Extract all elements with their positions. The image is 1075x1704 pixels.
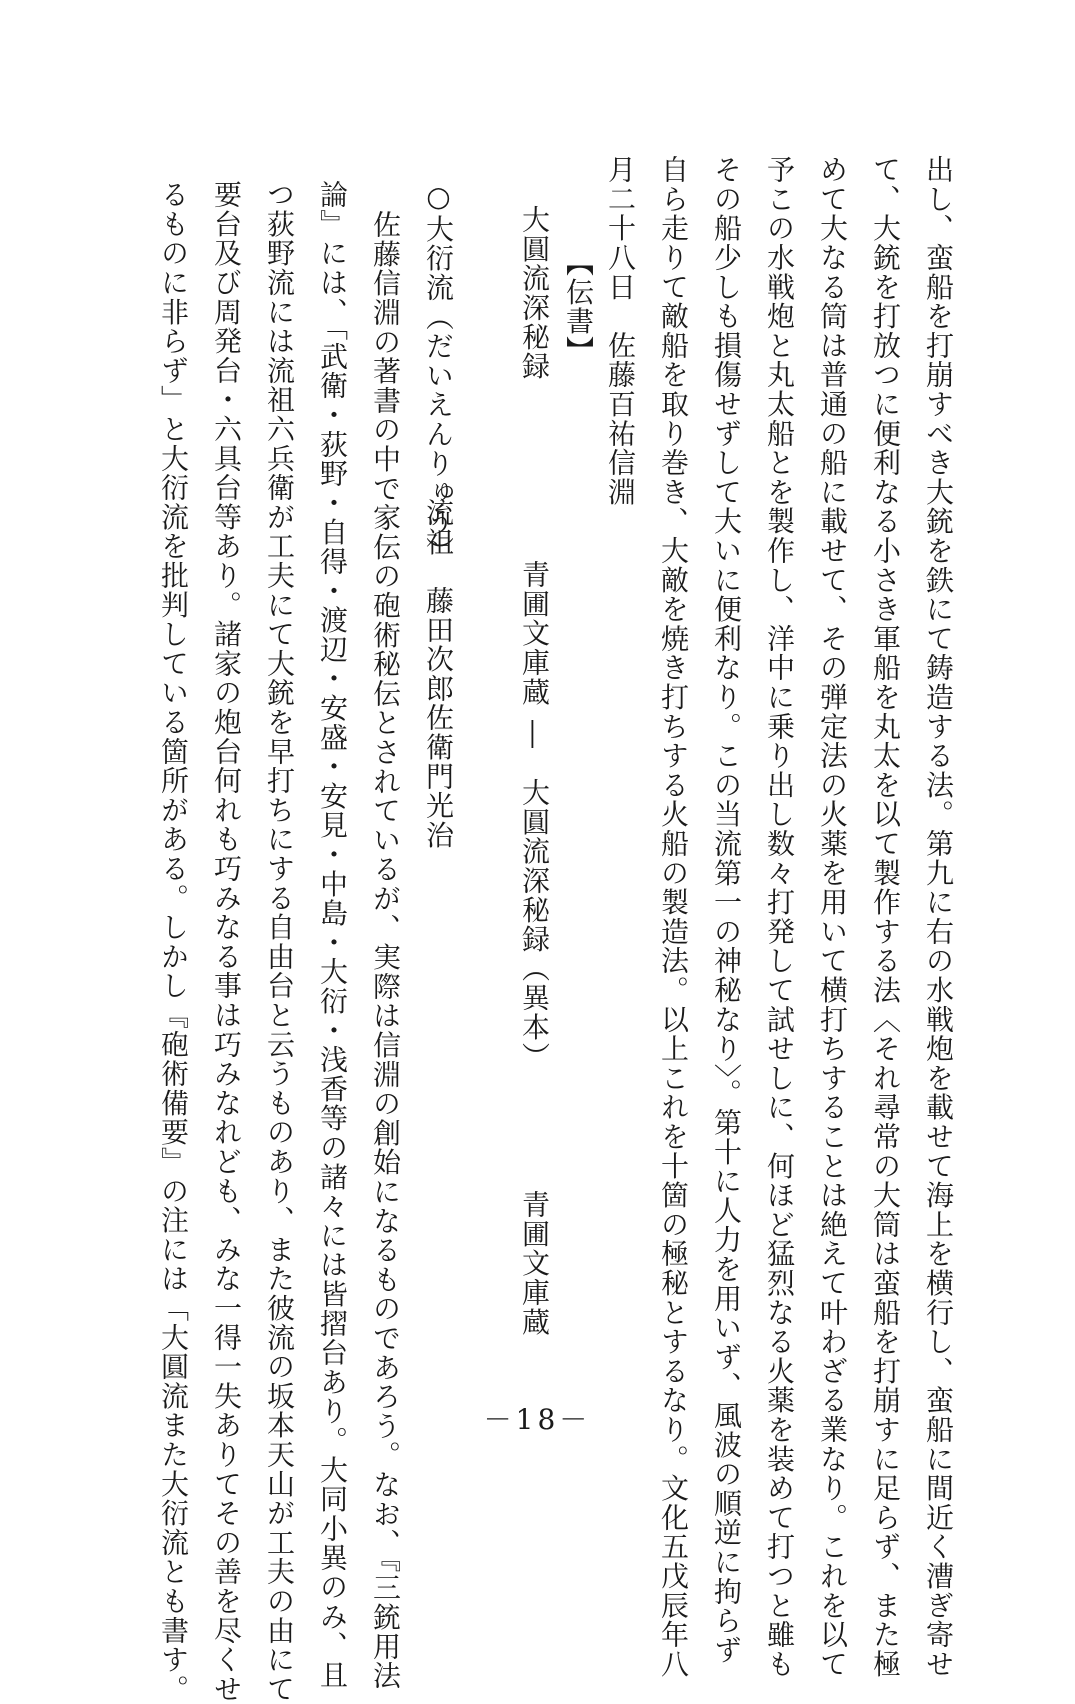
body-text-line: 論』には、「武衛・荻野・自得・渡辺・安盛・安見・中島・大衍・浅香等の諸々には皆摺台あり。大同小異のみ、且 bbox=[316, 180, 349, 1690]
text-line: 出し、蛮船を打崩すべき大銃を鉄にて鋳造する法。第九に右の水戦炮を載せて海上を横行し、蛮船に間近く漕ぎ寄せ bbox=[922, 155, 955, 1679]
text-line: 予この水戦炮と丸太船とを製作し、洋中に乗り出し数々打発して試せしに、何ほど猛烈なる火薬を装めて打つと雖も bbox=[763, 155, 796, 1679]
text-line: その船少しも損傷せずして大いに便利なり。この当流第一の神秘なり〉。第十に人力を用いず、風波の順逆に拘らず bbox=[710, 155, 743, 1665]
book-title: 大圓流深秘録 bbox=[518, 205, 551, 381]
book-title: 大圓流深秘録（異本） bbox=[518, 778, 551, 1071]
date-signature-line: 月二十八日 佐藤百祐信淵 bbox=[604, 155, 637, 507]
body-text-line: るものに非らず」と大衍流を批判している箇所がある。しかし『砲術備要』の注には「大圓流また大衍流とも書す。 bbox=[157, 180, 190, 1704]
section-heading-densho: 【伝書】 bbox=[562, 248, 595, 366]
body-text-line: 佐藤信淵の著書の中で家伝の砲術秘伝とされているが、実際は信淵の創始になるものであろう。なお、『三銃用法 bbox=[369, 210, 402, 1691]
body-text-line: 要台及び周発台・六具台等あり。諸家の炮台何れも巧みなる事は巧みなれども、みな一得一失ありてその善を尽くせ bbox=[210, 180, 243, 1704]
text-line: て、大銃を打放つに便利なる小さき軍船を丸太を以て製作する法〈それ尋常の大筒は蛮船を打崩すに足らず、また極 bbox=[869, 155, 902, 1679]
founder-line: 流祖 藤田次郎佐衛門光治 bbox=[422, 498, 455, 850]
page-number: －18－ bbox=[483, 1403, 592, 1436]
body-text-line: つ荻野流には流祖六兵衛が工夫にて大銃を早打ちにする自由台と云うものあり、また彼流の坂本天山が工夫の由にて bbox=[263, 180, 296, 1704]
book-dash: ― bbox=[518, 720, 551, 750]
book-source: 青圃文庫蔵 bbox=[518, 560, 551, 707]
text-line: 自ら走りて敵船を取り巻き、大敵を焼き打ちする火船の製造法。以上これを十箇の極秘とするなり。文化五戊辰年八 bbox=[657, 155, 690, 1679]
section-heading: ○大衍流（だいえんりゅう） bbox=[422, 180, 455, 566]
text-line: めて大なる筒は普通の船に載せて、その弾定法の火薬を用いて横打ちすることは絶えて叶わざる業なり。これを以て bbox=[816, 155, 849, 1679]
book-source: 青圃文庫蔵 bbox=[518, 1190, 551, 1337]
